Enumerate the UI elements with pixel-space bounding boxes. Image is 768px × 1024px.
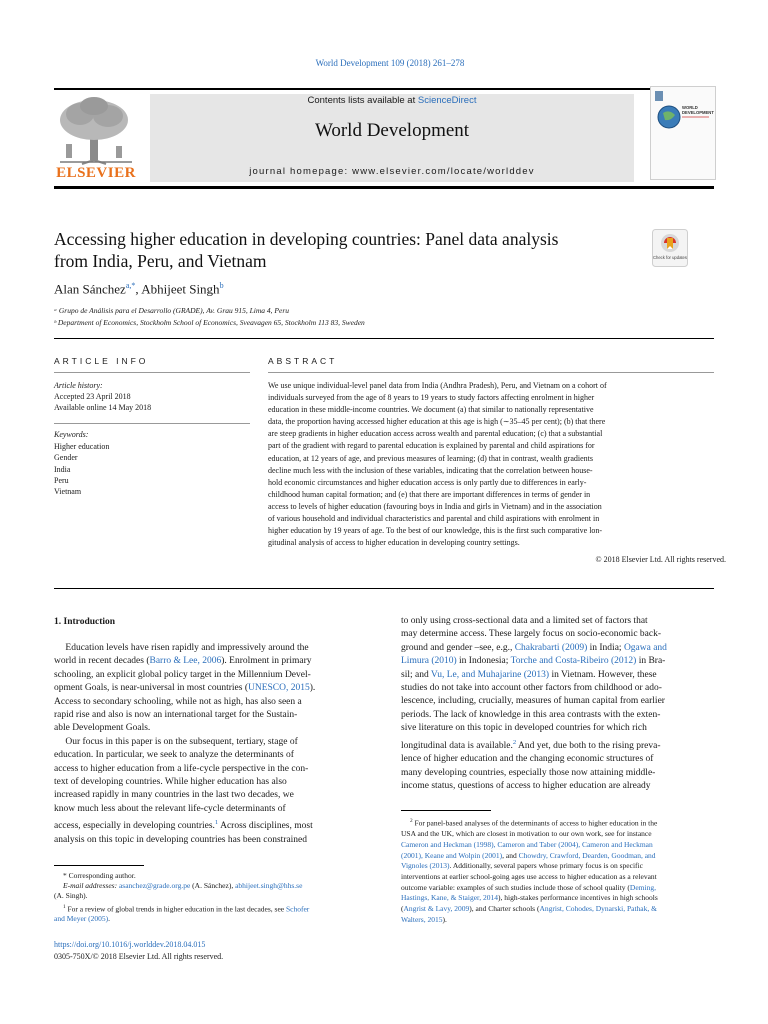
abstract-line: higher education by 19 years of age. To the best of our knowledge, this is the first such comparative lon-: [268, 526, 603, 536]
footnotes-left: [54, 871, 380, 925]
abstract-body: [268, 380, 726, 549]
text-line: [401, 767, 727, 780]
text-run: studies do not take into account other factors from childhood or ado-: [401, 683, 662, 694]
text-run: ). Enrolment in primary: [221, 656, 312, 667]
text-line: [54, 834, 380, 847]
text-line: [54, 776, 380, 789]
contents-prefix: Contents lists available at: [307, 95, 416, 106]
text-run: in Indonesia;: [456, 656, 511, 667]
text-run: know much less about the relevant life-cycle determinants of: [54, 803, 286, 814]
text-run: ), high-stakes performance incentives in high schools: [497, 893, 658, 903]
affiliation-a: ᵃ Grupo de Análisis para el Desarrollo (GRADE), Av. Grau 915, Lima 4, Peru: [54, 306, 289, 315]
citation-link[interactable]: Vignoles (2013): [401, 861, 450, 871]
keyword-item: Higher education: [54, 442, 110, 451]
footnote-ref-link[interactable]: 2: [512, 738, 517, 746]
author-name: Abhijeet Singh: [141, 281, 220, 297]
elsevier-wordmark: ELSEVIER: [56, 165, 136, 181]
keyword-item: Vietnam: [54, 487, 82, 497]
cover-label-2: DEVELOPMENT: [682, 110, 714, 115]
article-rule-bottom: [54, 588, 714, 589]
citation-link[interactable]: UNESCO, 2015: [248, 683, 310, 694]
affiliation-b: ᵇ Department of Economics, Stockholm School of Economics, Sveavagen 65, Stockholm 113 83, Sweden: [54, 318, 365, 327]
text-line: [54, 655, 380, 668]
text-line: [54, 696, 380, 709]
citation-link[interactable]: Barro & Lee, 2006: [149, 656, 222, 667]
text-run: E-mail addresses:: [63, 881, 119, 891]
abstract-copyright: © 2018 Elsevier Ltd. All rights reserved.: [595, 555, 726, 564]
text-line: [401, 829, 727, 840]
author-list: [54, 281, 224, 297]
keyword-item: Peru: [54, 475, 69, 485]
header-rule-top: [54, 88, 714, 90]
text-run: (: [401, 904, 404, 914]
citation-link[interactable]: Schofer: [285, 904, 310, 914]
citation-link[interactable]: Cameron and Heckman (1998), Cameron and Taber (2004), Cameron and Heckman: [401, 839, 653, 849]
text-run: analysis on this topic in developing countries has been constrained: [54, 834, 308, 845]
citation-link[interactable]: Torche and Costa-Ribeiro (2012): [510, 656, 637, 667]
text-run: education. In particular, we seek to analyze the determinants of: [54, 750, 294, 761]
text-run: in Bra-: [636, 656, 666, 667]
text-run: USA and the UK, which are closest in motivation to our own work, see for instance: [401, 829, 652, 839]
text-line: [401, 883, 727, 894]
paper-title-line-1: Accessing higher education in developing countries: Panel data analysis: [54, 229, 559, 249]
text-line: [401, 904, 727, 915]
text-line: [401, 628, 727, 641]
doi-link[interactable]: https://doi.org/10.1016/j.worlddev.2018.04.015: [54, 940, 206, 949]
author-affiliation-marker[interactable]: b: [219, 281, 224, 290]
text-run: * Corresponding author.: [63, 871, 136, 880]
accepted-date: Accepted 23 April 2018: [54, 392, 131, 401]
text-run: Education levels have risen rapidly and impressively around the: [65, 643, 309, 653]
abstract-line: education, at 12 years of age, and previous measures of learning; (d) that in contrast, wealth gradients: [268, 453, 593, 463]
text-run: world in recent decades (: [54, 656, 150, 667]
crossmark-label: Check for updates: [653, 255, 687, 260]
author-affiliation-marker[interactable]: a,*: [125, 281, 136, 290]
issn-copyright: 0305-750X/© 2018 Elsevier Ltd. All rights reserved.: [54, 952, 224, 961]
abstract-line: childhood human capital formation; and (e) that there are important differences in terms of gender in: [268, 489, 591, 499]
text-line: [54, 722, 380, 735]
cover-globe-icon: [651, 87, 715, 179]
article-info-rule: [54, 372, 250, 373]
citation-link[interactable]: abhijeet.singh@hhs.se: [235, 881, 303, 891]
journal-citation-link[interactable]: World Development 109 (2018) 261–278: [315, 58, 465, 68]
abstract-heading: ABSTRACT: [268, 356, 338, 366]
section-title: 1. Introduction: [54, 617, 116, 627]
text-run: increased rapidly in many countries in the last two decades, we: [54, 790, 294, 801]
text-run: text of developing countries. While higher education has also: [54, 777, 287, 788]
text-line: [401, 840, 727, 851]
text-line: [401, 615, 727, 628]
text-run: ground and gender –see, e.g.,: [401, 642, 515, 653]
text-line: [54, 669, 380, 682]
text-run: in Vietnam. However, these: [549, 669, 657, 680]
history-heading: Article history:: [54, 381, 103, 390]
text-line: [401, 851, 727, 862]
text-line: [401, 682, 727, 695]
article-rule-top: [54, 338, 714, 339]
text-run: rapid rise and also is now an international target for the Sustain-: [54, 710, 298, 721]
citation-link[interactable]: Ogawa and: [623, 642, 667, 653]
journal-homepage[interactable]: journal homepage: www.elsevier.com/locate/worlddev: [249, 166, 535, 177]
keyword-list: [54, 441, 109, 497]
text-run: may determine access. These largely focus on socio-economic back-: [401, 629, 662, 640]
text-run: interventions at earlier school-going ages use access to higher education as a relevant: [401, 872, 657, 882]
text-run: sive literature on this topic in developed countries for which rich: [401, 723, 647, 734]
text-run: Across disciplines, most: [218, 821, 313, 832]
text-run: access, especially in developing countries.: [54, 821, 215, 832]
text-line: [401, 872, 727, 883]
citation-link[interactable]: Chowdry, Crawford, Dearden, Goodman, and: [518, 850, 656, 860]
text-line: [401, 753, 727, 766]
check-for-updates-icon[interactable]: [652, 229, 688, 267]
text-run: , and: [502, 850, 519, 860]
text-line: [54, 871, 380, 881]
text-line: [54, 682, 380, 695]
paper-title: [54, 228, 644, 272]
journal-cover-thumbnail[interactable]: [650, 86, 716, 180]
text-run: lence of higher education and the changing economic structures of: [401, 754, 654, 765]
abstract-line: decline much less with the inclusion of these variables, indicating that the correlation between house-: [268, 465, 593, 475]
abstract-line: are steep gradients in higher education access across wealth and parental education; (c) that a substantial: [268, 429, 603, 439]
abstract-line: gitudinal analysis of access to higher education in developing country settings.: [268, 538, 520, 548]
text-line: [401, 893, 727, 904]
text-line: [54, 789, 380, 802]
text-run: to only using cross-sectional data and a limited set of factors that: [401, 616, 648, 626]
journal-title: World Development: [314, 120, 470, 141]
abstract-line: access to levels of higher education (favouring boys in India and girls in Vietnam) and in the association: [268, 501, 602, 511]
text-line: [401, 669, 727, 682]
text-run: schooling, an explicit global policy target in the Millennium Devel-: [54, 669, 311, 680]
text-run: ).: [442, 914, 447, 924]
text-line: [401, 816, 727, 829]
keywords-heading: Keywords:: [54, 430, 89, 439]
text-line: [401, 736, 727, 754]
abstract-line: of various household and individual characteristics and parental and child aspirations with enrolment in: [268, 514, 600, 524]
text-run: And yet, due both to the rising preva-: [516, 740, 661, 751]
citation-link[interactable]: Limura (2010): [401, 656, 457, 667]
text-run: 2: [410, 818, 413, 824]
text-run: For a review of global trends in higher education in the last decades, see: [65, 904, 286, 914]
citation-link[interactable]: Angrist, Cohodes, Dynarski, Pathak, &: [539, 904, 657, 914]
text-run: opment Goals, is near-universal in most countries (: [54, 683, 248, 694]
keyword-item: Gender: [54, 453, 78, 463]
text-line: [54, 902, 380, 915]
text-line: [54, 816, 380, 834]
text-run: 1: [63, 903, 66, 910]
text-line: [54, 642, 380, 655]
text-line: [54, 881, 380, 891]
text-run: access to higher education from a life-cycle perspective in the con-: [54, 763, 309, 774]
abstract-rule: [268, 372, 714, 373]
header-rule-bottom: [54, 186, 714, 189]
text-run: (A. Singh).: [54, 891, 88, 901]
text-run: in India;: [587, 642, 624, 653]
citation-link[interactable]: Deming,: [629, 882, 656, 892]
text-run: .: [108, 914, 111, 924]
citation-link[interactable]: and Meyer (2005): [54, 914, 109, 924]
citation-link[interactable]: Hastings, Kane, & Staiger, 2014: [401, 893, 498, 903]
cover-label: WORLD: [682, 105, 698, 110]
sciencedirect-link[interactable]: ScienceDirect: [417, 95, 477, 106]
text-line: [401, 695, 727, 708]
text-line: [401, 655, 727, 668]
abstract-line: part of the gradient with regard to parental education is explained by parental and child aspirations for: [268, 441, 595, 451]
text-line: [401, 861, 727, 872]
text-run: outcome variable: examples of such studies include those of school quality (: [401, 882, 630, 892]
text-line: [54, 914, 380, 924]
citation-link[interactable]: Walters, 2015: [401, 914, 443, 924]
text-line: [54, 763, 380, 776]
text-line: [54, 736, 380, 749]
text-run: (A. Sánchez),: [190, 881, 236, 891]
text-run: . Additionally, several papers whose primary focus is on specific: [449, 861, 643, 871]
text-line: [54, 891, 380, 901]
citation-link[interactable]: Chakrabarti (2009): [514, 642, 588, 653]
text-run: ).: [309, 683, 316, 694]
text-run: income status, questions of access to higher education are already: [401, 781, 651, 792]
text-run: periods. The lack of knowledge in this area contrasts with the exten-: [401, 709, 661, 720]
footnote-ref-link[interactable]: 1: [214, 819, 219, 827]
text-run: Access to secondary schooling, while not as high, has also seen a: [54, 696, 302, 707]
text-line: [401, 642, 727, 655]
article-info-rule-2: [54, 423, 250, 424]
contents-available-line: [150, 95, 634, 106]
online-date: Available online 14 May 2018: [54, 403, 152, 412]
text-line: [401, 709, 727, 722]
keyword-item: India: [54, 464, 71, 474]
text-run: able Development Goals.: [54, 723, 151, 734]
text-line: [54, 803, 380, 816]
footnotes-right: [401, 816, 727, 926]
citation-link[interactable]: Vu, Le, and Muhajarine (2013): [430, 669, 550, 680]
citation-link[interactable]: Angrist & Lavy, 2009: [403, 904, 470, 914]
text-line: [54, 749, 380, 762]
text-line: [54, 709, 380, 722]
text-line: [401, 915, 727, 926]
text-line: [401, 780, 727, 793]
text-run: many developing countries, especially those now attaining middle-: [401, 767, 656, 778]
text-run: For panel-based analyses of the determinants of access to higher education in the: [412, 818, 658, 828]
text-run: ), and Charter schools (: [469, 904, 540, 914]
body-column-right: [401, 615, 727, 793]
footnote-rule: [401, 810, 491, 811]
body-column-left: [54, 642, 380, 847]
text-run: Our focus in this paper is on the subsequent, tertiary, stage of: [65, 736, 298, 747]
footnote-rule: [54, 865, 144, 866]
abstract-line: education in these middle-income countries. We document (a) that similar to nationally representative: [268, 405, 594, 415]
abstract-line: individuals surveyed from the age of 8 years to 19 years to study factors affecting enrolment in higher: [268, 393, 595, 403]
citation-link[interactable]: asanchez@grade.org.pe: [118, 881, 191, 891]
text-run: sil; and: [401, 669, 431, 680]
article-info-heading: ARTICLE INFO: [54, 356, 149, 366]
text-line: [401, 722, 727, 735]
text-run: lescence, including, crucially, measures of human capital from earlier: [401, 696, 665, 707]
author-separator: ,: [135, 281, 139, 297]
citation-link[interactable]: (2001), Keane and Wolpin (2001): [401, 850, 503, 860]
abstract-line: data, the proportion having accessed higher education at this age is high (∼35–45 per cent); (b) that there: [268, 417, 606, 427]
paper-title-line-2: from India, Peru, and Vietnam: [54, 251, 267, 271]
text-run: longitudinal data is available.: [401, 740, 513, 751]
author-name: Alan Sánchez: [54, 281, 126, 297]
abstract-line: We use unique individual-level panel data from India (Andhra Pradesh), Peru, and Vietnam on a cohort of: [268, 381, 607, 390]
abstract-line: hold economic circumstances and higher education access is only partly due to differences in early-: [268, 477, 587, 487]
